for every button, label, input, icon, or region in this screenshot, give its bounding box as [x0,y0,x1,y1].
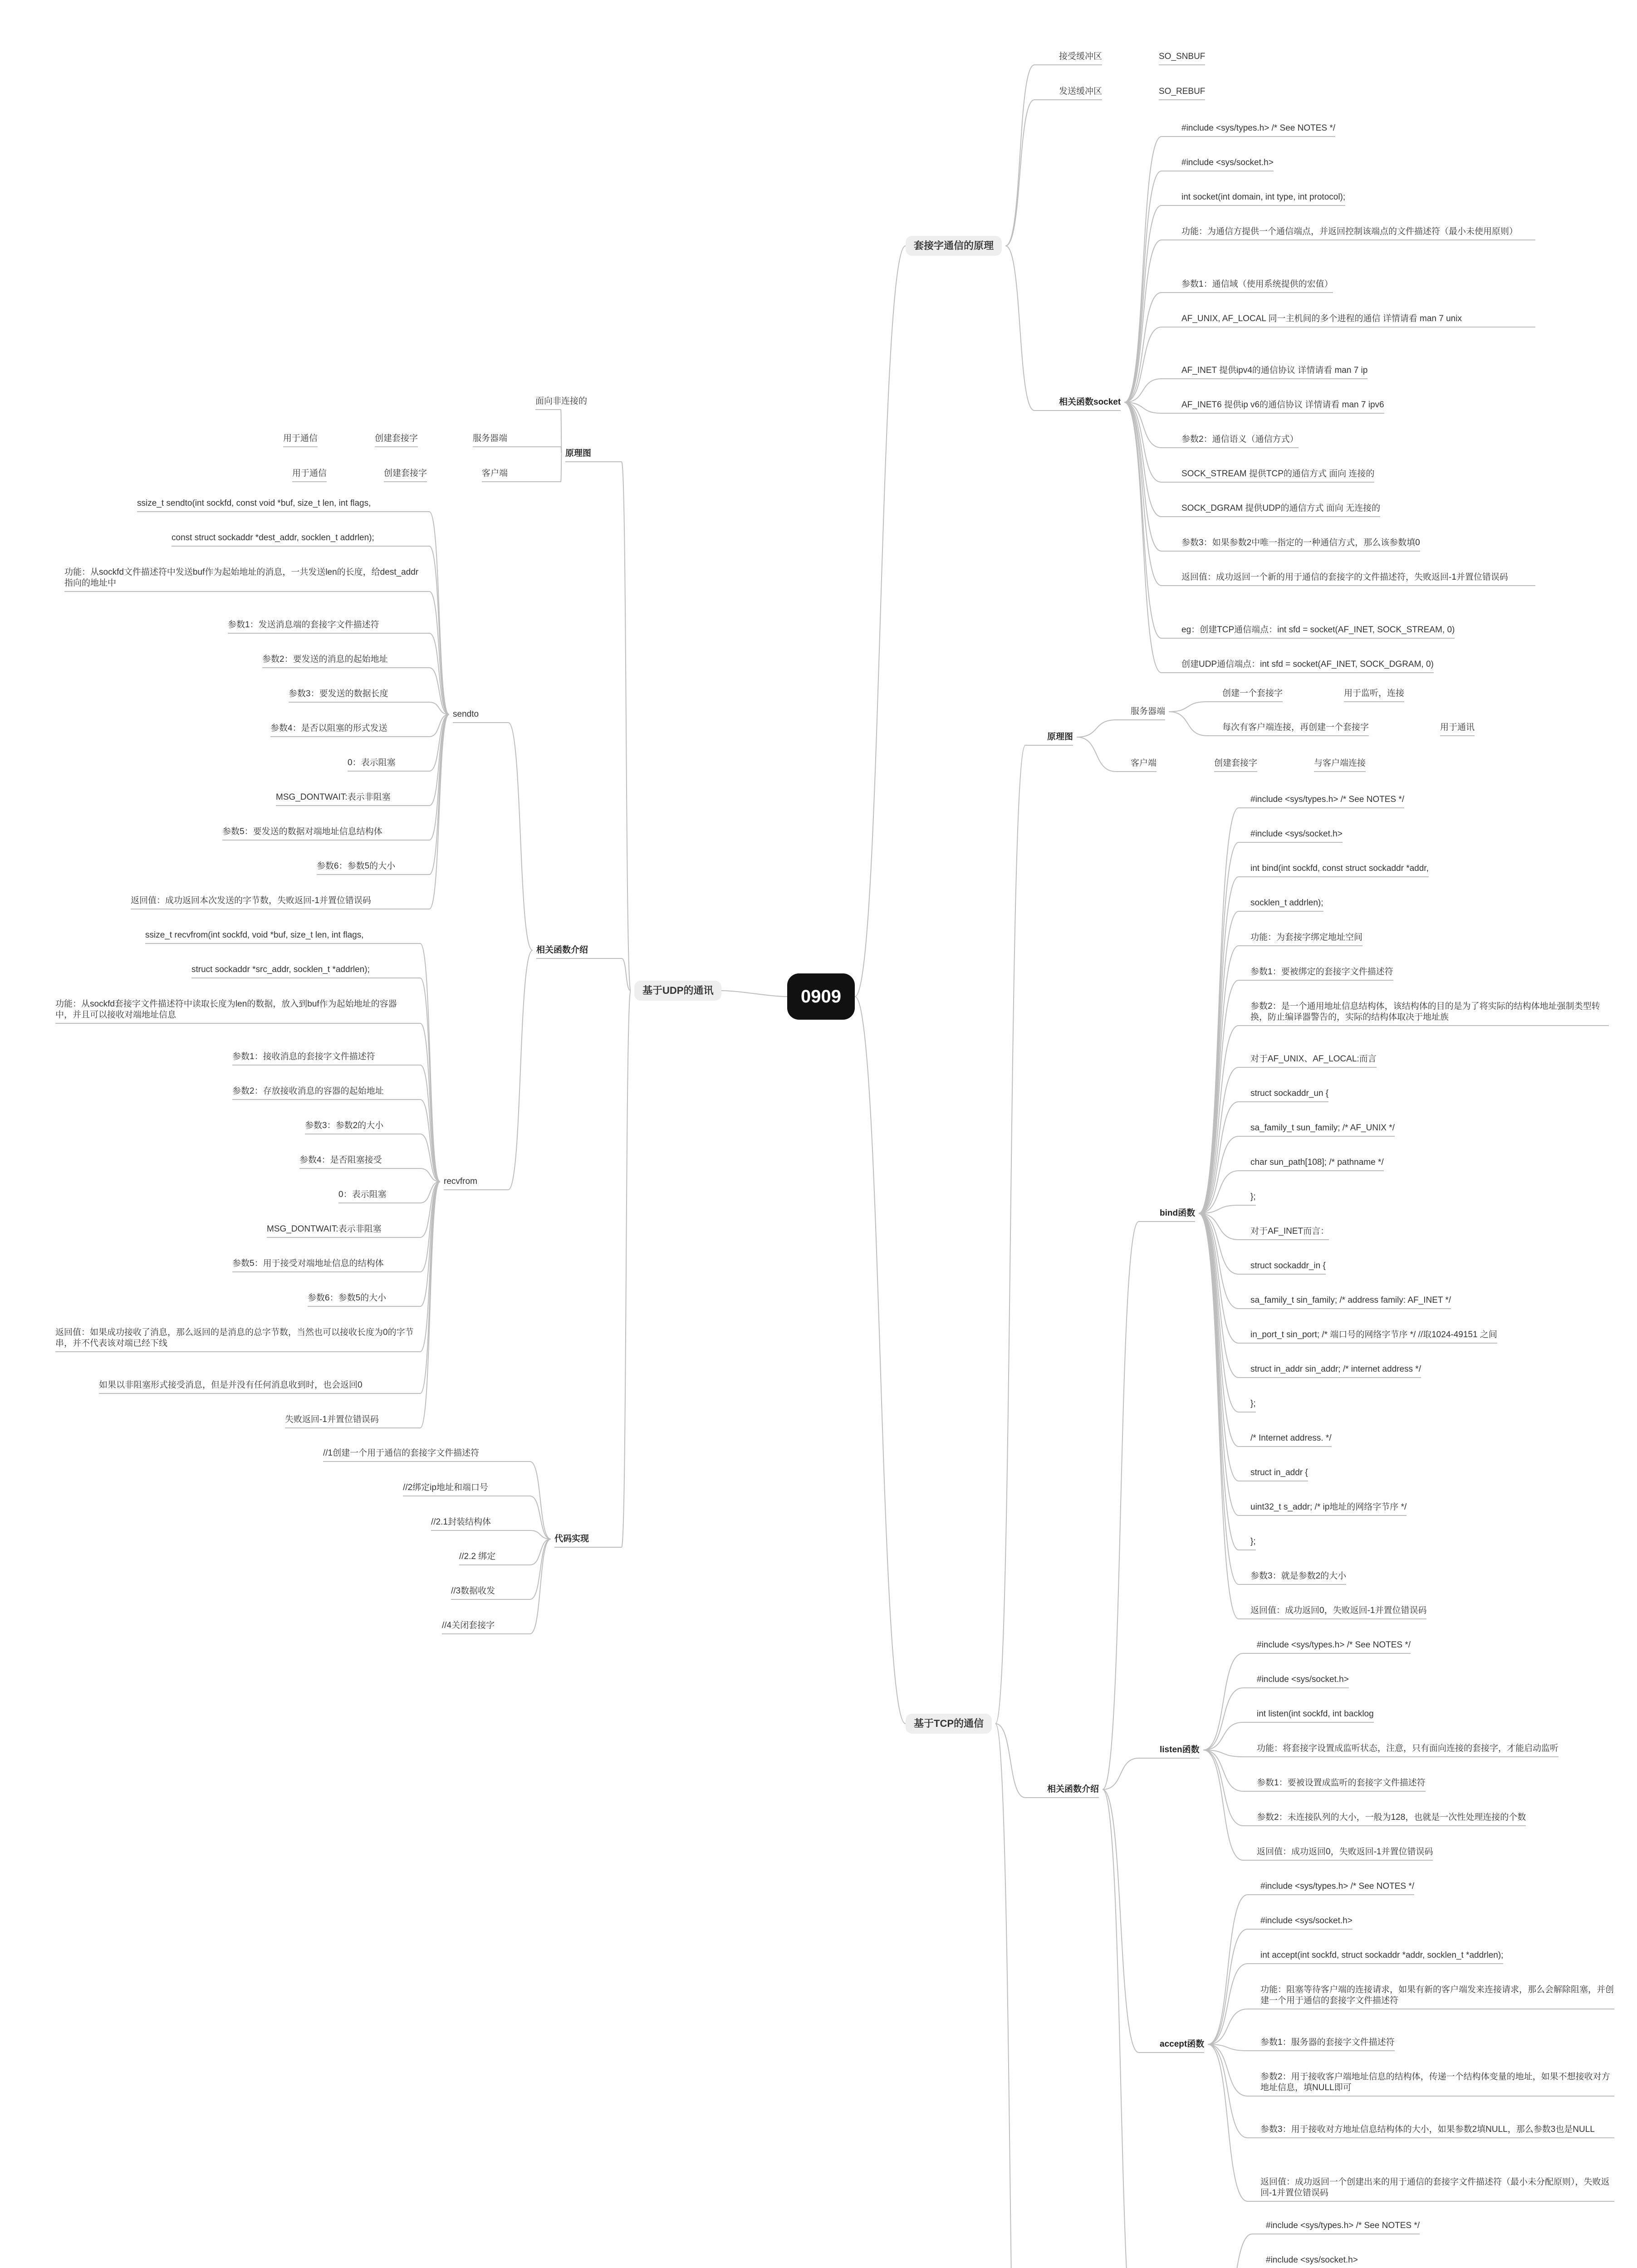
socket-item: int socket(int domain, int type, int protocol); [1181,192,1346,202]
socket-item: SOCK_STREAM 提供TCP的通信方式 面向 连接的 [1181,469,1375,479]
socket-item: 创建UDP通信端点：int sfd = socket(AF_INET, SOCK_DGRAM, 0) [1181,660,1434,669]
connector-line [1005,246,1034,411]
connector-line [530,1539,551,1565]
bind-function-node[interactable]: bind函数 [1160,1208,1196,1218]
socket-item: #include <sys/types.h> /* See NOTES */ [1181,123,1336,133]
root-connector [721,991,787,997]
bind-item: /* Internet address. */ [1250,1433,1332,1443]
connector-line [1203,1750,1243,1826]
socket-item: eg：创建TCP通信端点：int sfd = socket(AF_INET, SOCK_STREAM, 0) [1181,625,1455,635]
udp-principle-node[interactable]: 原理图 [565,449,592,458]
connector-line [1124,402,1162,586]
bind-item: 功能：为套接字绑定地址空间 [1250,933,1363,942]
recvfrom-item: 参数4：是否阻塞接受 [299,1155,382,1165]
recvfrom-item: 参数5：用于接受对端地址信息的结构体 [232,1259,384,1268]
bind-item: 参数3：就是参数2的大小 [1250,1571,1347,1581]
bind-item: int bind(int sockfd, const struct sockaddr *addr, [1250,864,1429,873]
listen-item: #include <sys/socket.h> [1257,1675,1349,1684]
listen-item: 参数2：未连接队列的大小，一般为128，也就是一次性处理连接的个数 [1257,1813,1526,1822]
connector-line [530,1461,551,1539]
tcp-principle-item: 用于通讯 [1440,723,1475,732]
tcp-principle-node[interactable]: 原理图 [1047,732,1073,742]
socket-function-node[interactable]: 相关函数socket [1059,397,1121,407]
connector-line [1199,877,1239,1213]
recvfrom-item: 功能：从sockfd套接字文件描述符中读取长度为len的数据，放入到buf作为起始地址的容器中，并且可以接收对端地址信息 [55,999,397,1020]
connector-line [1005,65,1034,246]
recvfrom-item: struct sockaddr *src_addr, socklen_t *addrlen); [191,965,370,974]
connector-line [1077,720,1116,737]
tcp-principle-item: 创建套接字 [1214,758,1258,768]
udp-functions-node[interactable]: 相关函数介绍 [536,945,588,955]
bind-item: 返回值：成功返回0，失败返回-1并置位错误码 [1250,1606,1427,1615]
sendto-item: 参数3：要发送的数据长度 [289,689,388,699]
accept-item: #include <sys/types.h> /* See NOTES */ [1260,1882,1415,1891]
connector-line [420,1100,440,1182]
socket-item: 功能：为通信方提供一个通信端点，并返回控制该端点的文件描述符（最小未使用原则） [1181,227,1518,236]
connector-line [1199,911,1239,1213]
bind-item: uint32_t s_addr; /* ip地址的网络字节序 */ [1250,1502,1407,1512]
udp-code-item: //1创建一个用于通信的套接字文件描述符 [323,1448,480,1458]
connector-line [1005,100,1034,246]
bind-item: }; [1250,1537,1256,1546]
connector-line [1208,2044,1248,2096]
bind-item: sa_family_t sun_family; /* AF_UNIX */ [1250,1123,1395,1133]
connector-line [1203,1722,1243,1750]
socket-item: AF_INET6 提供ip v6的通信协议 详情请看 man 7 ipv6 [1181,400,1384,410]
connector-line [1203,1688,1243,1750]
listen-item: int listen(int sockfd, int backlog [1257,1709,1374,1719]
udp-topic[interactable]: 基于UDP的通讯 [634,981,721,1001]
send-buffer-label: 发送缓冲区 [1059,87,1103,96]
recvfrom-item: 如果以非阻塞形式接受消息，但是并没有任何消息收到时，也会返回0 [99,1380,363,1390]
connector-line [1103,1222,1139,1789]
udp-principle-item: 服务器端 [473,434,508,443]
udp-principle-item: 创建套接字 [384,469,427,478]
socket-item: #include <sys/socket.h> [1181,158,1274,167]
accept-item: #include <sys/socket.h> [1260,1916,1353,1926]
recvfrom-item: 参数3：参数2的大小 [305,1121,384,1130]
accept-item: 参数3：用于接收对方地址信息结构体的大小，如果参数2填NULL，那么参数3也是NULL [1260,2125,1595,2134]
tcp-topic[interactable]: 基于TCP的通信 [906,1714,992,1734]
connector-line [1199,1213,1239,1584]
udp-code-item: //2绑定ip地址和端口号 [403,1483,488,1492]
recvfrom-node[interactable]: recvfrom [444,1177,477,1186]
connect-item: #include <sys/types.h> /* See NOTES */ [1266,2221,1420,2230]
sendto-item: 参数2：要发送的消息的起始地址 [262,655,388,664]
listen-item: 参数1：要被设置成监听的套接字文件描述符 [1257,1778,1426,1788]
udp-principle-item: 客户端 [482,469,508,478]
accept-item: 参数2：用于接收客户端地址信息的结构体，传递一个结构体变量的地址，如果不想接收对方地址信息，填NULL即可 [1260,2072,1610,2092]
connector-line [1203,1750,1243,1860]
sendto-item: 参数4：是否以阻塞的形式发送 [270,723,387,733]
socket-item: 返回值：成功返回一个新的用于通信的套接字的文件描述符，失败返回-1并置位错误码 [1181,572,1508,582]
connector-line [429,512,449,714]
accept-item: 功能：阻塞等待客户端的连接请求，如果有新的客户端发来连接请求，那么会解除阻塞，并创建一个用于通信的套接字文件描述符 [1260,1985,1614,2005]
bind-item: 参数1：要被绑定的套接字文件描述符 [1250,967,1393,977]
connector-line [995,1724,1025,1798]
tcp-principle-item: 与客户端连接 [1314,758,1366,768]
accept-item: int accept(int sockfd, struct sockaddr *addr, socklen_t *addrlen); [1260,1950,1504,1960]
bind-item: socklen_t addrlen); [1250,898,1323,908]
connector-line [1199,808,1239,1213]
accept-item: 返回值：成功返回一个创建出来的用于通信的套接字文件描述符（最小未分配原则），失败返回-1并置位错误码 [1260,2177,1610,2198]
recvfrom-item: 参数6：参数5的大小 [308,1293,387,1303]
listen-item: #include <sys/types.h> /* See NOTES */ [1257,1640,1411,1650]
sendto-item: 返回值：成功返回本次发送的字节数，失败返回-1并置位错误码 [131,896,371,905]
send-buffer-value: SO_REBUF [1159,87,1206,96]
connector-line [1214,2234,1252,2268]
bind-item: struct sockaddr_in { [1250,1261,1326,1271]
connector-line [1124,402,1162,482]
tcp-principle-item: 创建一个套接字 [1222,689,1283,698]
bind-item: struct in_addr sin_addr; /* internet address */ [1250,1364,1421,1374]
bind-item: #include <sys/socket.h> [1250,829,1343,839]
connector-line [420,978,440,1182]
bind-item: in_port_t sin_port; /* 端口号的网络字节序 */ //取1024-49151 之间 [1250,1330,1497,1339]
sendto-item: ssize_t sendto(int sockfd, const void *buf, size_t len, int flags, [137,499,371,508]
udp-code-item: //3数据收发 [451,1586,495,1596]
recvfrom-item: MSG_DONTWAIT:表示非阻塞 [267,1224,382,1234]
bind-item: 对于AF_INET而言： [1250,1227,1329,1236]
tcp-functions-node[interactable]: 相关函数介绍 [1047,1784,1099,1794]
bind-item: }; [1250,1399,1256,1408]
bind-item: 对于AF_UNIX、AF_LOCAL:而言 [1250,1054,1377,1064]
connector-line [1208,2009,1248,2044]
recvfrom-item: 参数1：接收消息的套接字文件描述符 [232,1052,375,1061]
sendto-item: 参数6：参数5的大小 [317,861,396,871]
listen-item: 功能：将套接字设置成监听状态，注意，只有面向连接的套接字，才能启动监听 [1257,1744,1559,1753]
bind-item: 参数2：是一个通用地址信息结构体，该结构体的目的是为了将实际的结构体地址强制类型转换，防止编译器警告的，实际的结构体取决于地址族 [1250,1002,1600,1022]
connect-item: #include <sys/socket.h> [1266,2255,1358,2265]
connector-line [1169,712,1207,736]
socket-item: 参数1：通信域（使用系统提供的宏值） [1181,279,1333,289]
udp-principle-item: 用于通信 [283,434,318,443]
connector-line [1103,1789,1139,2268]
sendto-node[interactable]: sendto [453,709,479,719]
connector-line [508,723,533,950]
connector-line [420,1182,440,1393]
accept-function-node[interactable]: accept函数 [1160,2039,1205,2049]
connector-line [429,714,449,875]
recv-buffer-value: SO_SNBUF [1159,52,1206,61]
connector-line [1124,402,1162,638]
sendto-item: 0：表示阻塞 [348,758,396,767]
tcp-principle-item: 服务器端 [1131,707,1166,716]
connector-line [1199,1213,1239,1619]
socket-principle-topic[interactable]: 套接字通信的原理 [906,236,1002,256]
tcp-principle-item: 用于监听，连接 [1344,689,1405,698]
connector-line [1124,171,1162,402]
listen-item: 返回值：成功返回0，失败返回-1并置位错误码 [1257,1847,1433,1857]
udp-principle-item: 面向非连接的 [535,396,588,406]
connector-line [1199,1213,1239,1550]
bind-item: char sun_path[108]; /* pathname */ [1250,1158,1384,1167]
connector-line [508,950,533,1190]
sendto-item: 参数1：发送消息端的套接字文件描述符 [228,620,379,630]
connector-line [1103,1789,1139,2053]
udp-code-item: //2.1封装结构体 [431,1517,491,1527]
recvfrom-item: ssize_t recvfrom(int sockfd, void *buf, size_t len, int flags, [145,930,364,940]
listen-function-node[interactable]: listen函数 [1160,1745,1200,1755]
socket-item: 参数2：通信语义（通信方式） [1181,435,1299,444]
sendto-item: 参数5：要发送的数据对端地址信息结构体 [222,827,382,836]
connector-line [1077,737,1116,772]
connector-line [420,1182,440,1428]
tcp-principle-item: 客户端 [1131,758,1157,768]
connector-line [561,454,562,482]
socket-item: SOCK_DGRAM 提供UDP的通信方式 面向 无连接的 [1181,503,1381,513]
sendto-item: MSG_DONTWAIT:表示非阻塞 [276,792,391,802]
sendto-item: 功能：从sockfd文件描述符中发送buf作为起始地址的消息，一共发送len的长度，给dest_addr指向的地址中 [64,567,419,588]
socket-item: AF_UNIX, AF_LOCAL 同一主机间的多个进程的通信 详情请看 man 7 unix [1181,314,1462,323]
connector-line [1169,702,1207,712]
connector-line [1208,2044,1248,2201]
recv-buffer-label: 接受缓冲区 [1059,52,1103,61]
udp-code-item: //4关闭套接字 [442,1621,495,1630]
connector-line [1208,1895,1248,2044]
bind-item: struct sockaddr_un { [1250,1089,1329,1098]
accept-item: 参数1：服务器的套接字文件描述符 [1260,2038,1395,2047]
root-connector [855,246,906,997]
root-connector [855,997,906,1724]
tcp-principle-item: 每次有客户端连接，再创建一个套接字 [1222,723,1369,732]
connector-line [1124,205,1162,402]
connector-line [995,745,1025,1724]
udp-principle-item: 创建套接字 [375,434,418,443]
udp-code-item: //2.2 绑定 [459,1552,496,1561]
connector-line [420,943,440,1182]
connector-line [622,462,631,991]
udp-principle-item: 用于通信 [292,469,327,478]
bind-item: struct in_addr { [1250,1468,1308,1477]
socket-item: 参数3：如果参数2中唯一指定的一种通信方式，那么该参数填0 [1181,538,1420,547]
recvfrom-item: 0：表示阻塞 [338,1190,387,1199]
bind-item: sa_family_t sin_family; /* address family: AF_INET */ [1250,1295,1451,1305]
udp-code-node[interactable]: 代码实现 [554,1534,589,1544]
connector-line [995,1724,1025,2268]
bind-item: }; [1250,1192,1256,1202]
recvfrom-item: 返回值：如果成功接收了消息，那么返回的是消息的总字节数，当然也可以接收长度为0的字节串，并不代表该对端已经下线 [55,1328,414,1348]
sendto-item: const struct sockaddr *dest_addr, socklen_t addrlen); [172,533,374,543]
bind-item: #include <sys/types.h> /* See NOTES */ [1250,795,1405,804]
socket-item: AF_INET 提供ipv4的通信协议 详情请看 man 7 ip [1181,366,1368,375]
connector-line [1208,1964,1248,2044]
recvfrom-item: 参数2：存放接收消息的容器的起始地址 [232,1086,384,1096]
recvfrom-item: 失败返回-1并置位错误码 [285,1415,379,1424]
connector-line [622,991,631,1547]
root-topic[interactable]: 0909 [787,973,855,1020]
